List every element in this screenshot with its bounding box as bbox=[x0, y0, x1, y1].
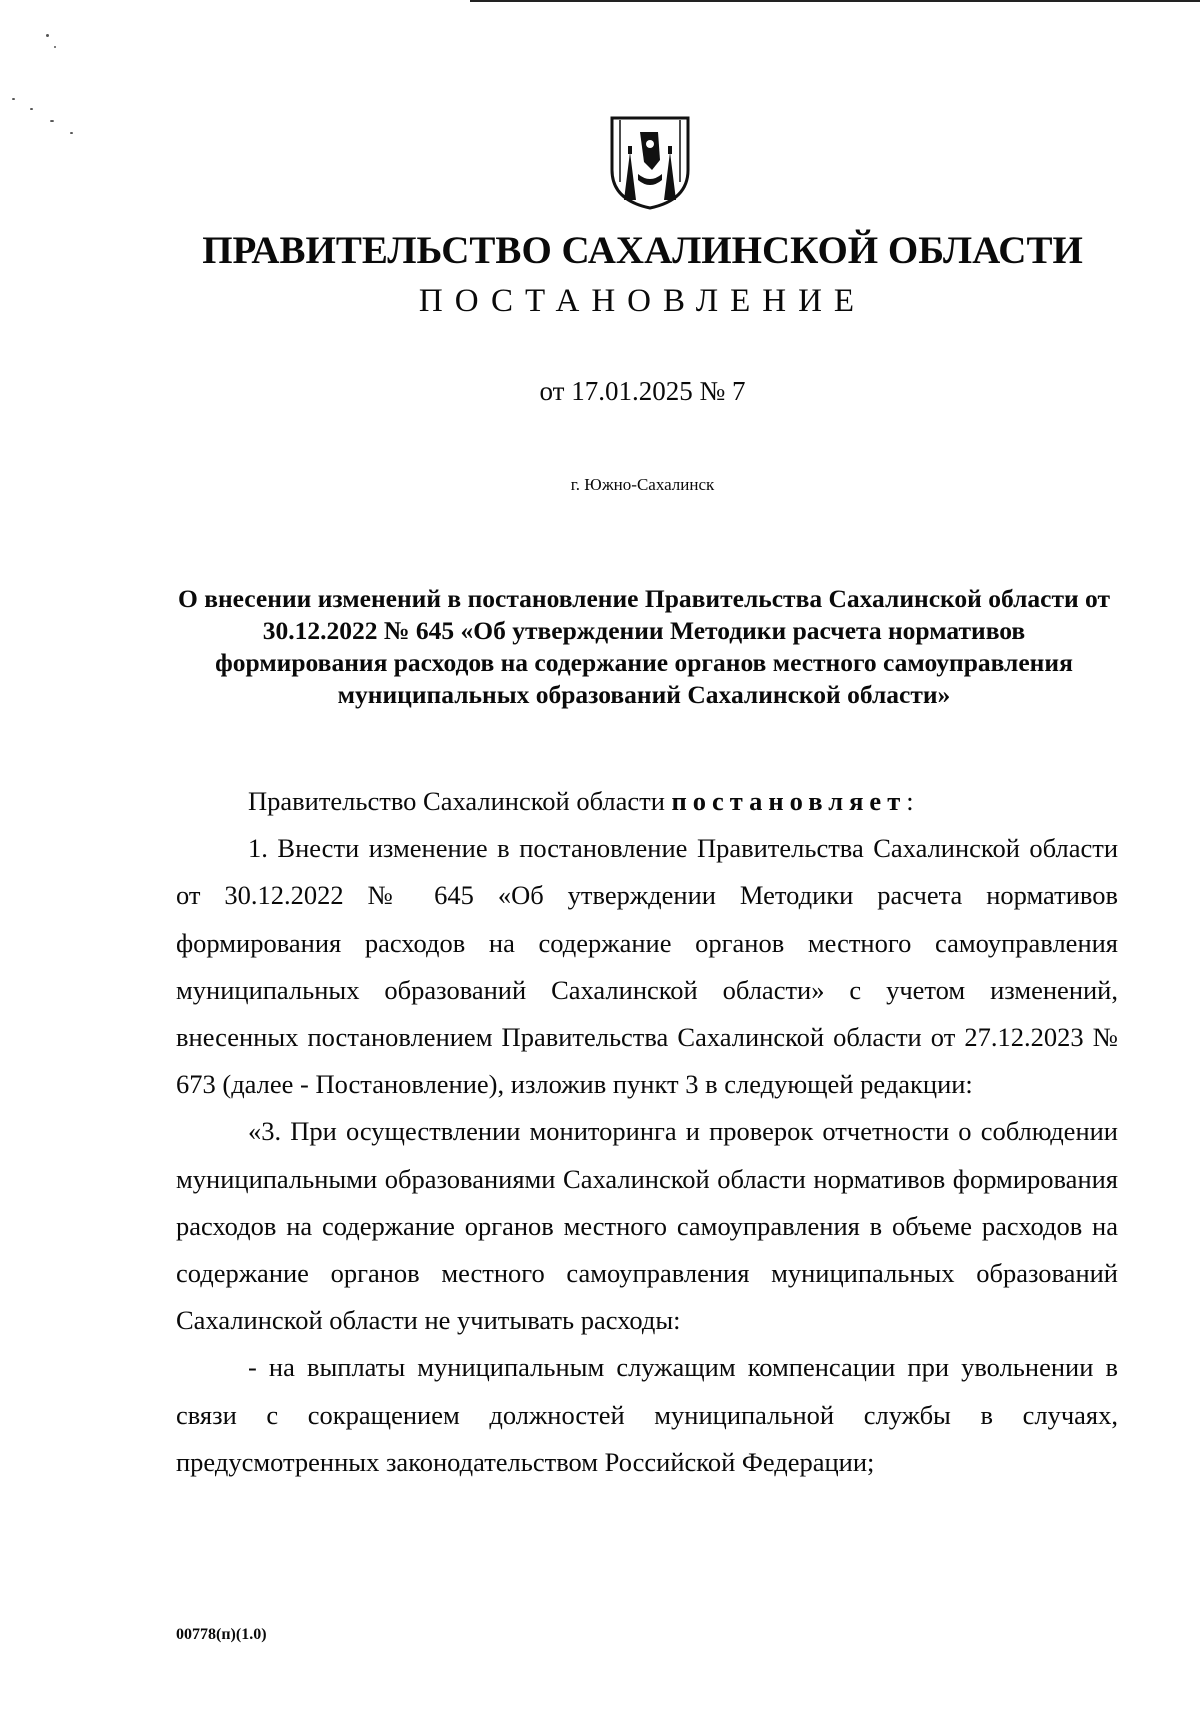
document-date-number: от 17.01.2025 № 7 bbox=[539, 376, 746, 406]
paragraph-1: 1. Внести изменение в постановление Правительства Сахалинской области от 30.12.2022 № 645 «Об утверждении Методики расчета нормативов формирования расходов на содержание органов местного самоуправления муниципальных образований Сахалинской области» с учетом изменений, внесенных постановлением Правительства Сахалинской области от 27.12.2023 № 673 (далее - Постановление), изложив пункт 3 в следующей редакции: bbox=[176, 833, 1118, 1100]
scan-speck bbox=[54, 46, 56, 48]
scan-speck bbox=[50, 120, 54, 122]
paragraph-2: «3. При осуществлении мониторинга и проверок отчетности о соблюдении муниципальными образованиями Сахалинской области нормативов формирования расходов на содержание органов местного самоуправления в объеме расходов на содержание органов местного самоуправления муниципальных образований Сахалинской области не учитывать расходы: bbox=[176, 1116, 1118, 1336]
paragraph-3: - на выплаты муниципальным служащим компенсации при увольнении в связи с сокращением должностей муниципальной службы в случаях, предусмотренных законодательством Российской Федерации; bbox=[176, 1352, 1118, 1477]
scan-edge-line bbox=[470, 0, 1200, 2]
document-type: ПОСТАНОВЛЕНИЕ bbox=[418, 283, 867, 319]
preamble bbox=[176, 778, 1118, 825]
scan-speck bbox=[70, 132, 73, 134]
form-code: 00778(п)(1.0) bbox=[176, 1626, 267, 1643]
scan-speck bbox=[30, 108, 33, 110]
preamble-keyword: постановляет bbox=[671, 786, 907, 816]
document-subject: О внесении изменений в постановление Правительства Сахалинской области от 30.12.2022 № 645 «Об утверждении Методики расчета нормативов формирования расходов на содержание органов местного самоуправления муниципальных образований Сахалинской области» bbox=[178, 584, 1110, 709]
preamble-prefix: Правительство Сахалинской области bbox=[248, 786, 672, 816]
government-title: ПРАВИТЕЛЬСТВО САХАЛИНСКОЙ ОБЛАСТИ bbox=[202, 229, 1083, 272]
document-city: г. Южно-Сахалинск bbox=[570, 475, 715, 494]
scan-speck bbox=[12, 98, 15, 100]
document-body bbox=[176, 778, 1118, 1486]
preamble-suffix: : bbox=[906, 786, 914, 816]
coat-of-arms-icon bbox=[600, 112, 700, 212]
scan-speck bbox=[46, 34, 49, 37]
